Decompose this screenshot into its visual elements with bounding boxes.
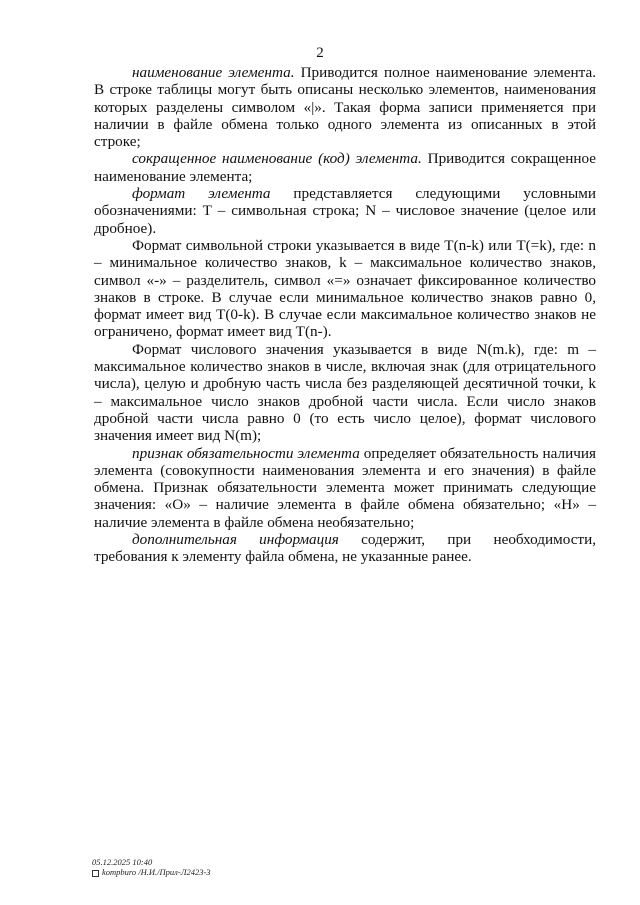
footer-path: kompburo /Н.И./Прил-Л2423-3	[102, 867, 211, 877]
paragraph-text: Приводится сокращенное наименование элемента;	[94, 150, 597, 185]
footer-timestamp: 05.12.2025 10:40	[92, 857, 153, 867]
term: признак обязательности элемента	[132, 444, 360, 462]
term: формат элемента	[132, 185, 271, 203]
paragraph-text: представляется следующими условными обозначениями: Т – символьная строка; N – числовое значение (целое или дробное).	[94, 185, 596, 237]
page-number: 2	[316, 45, 324, 61]
footer	[92, 857, 211, 877]
paragraph-text: определяет обязательность наличия элемента (совокупности наименования элемента и его значения) в файле обмена. Признак обязательности элемента может принимать следующие значения: «О» – наличие элемента в файле обмена обязательно; «Н» – наличие элемента в файле обмена необязательно;	[94, 444, 596, 531]
paragraph	[94, 531, 596, 566]
paragraph	[94, 150, 596, 185]
paragraph	[94, 185, 596, 237]
footer-path-line	[92, 867, 211, 877]
term: наименование элемента.	[132, 64, 295, 81]
paragraph-text: содержит, при необходимости, требования к элементу файла обмена, не указанные ранее.	[94, 531, 596, 566]
paragraph	[94, 445, 596, 531]
paragraph-text: Приводится полное наименование элемента. В строке таблицы могут быть описаны несколько элементов, наименования которых разделены символом «|». Такая форма записи применяется при наличии в файле обмена только одного элемента из описанных в этой строке;	[94, 64, 596, 151]
body-text	[94, 64, 596, 566]
paragraph	[94, 64, 596, 150]
paragraph	[94, 341, 596, 445]
term: сокращенное наименование (код) элемента.	[132, 150, 422, 168]
paragraph	[94, 237, 596, 341]
paragraph-text: Формат числового значения указывается в виде N(m.k), где: m – максимальное количество знаков в числе, включая знак (для отрицательного числа), целую и дробную часть числа без разделяющей десятичной точки, k – максимальное число знаков дробной части числа. Если число знаков дробной части числа равно 0 (то есть число целое), формат числового значения имеет вид N(m);	[94, 340, 596, 445]
paragraph-text: Формат символьной строки указывается в виде T(n-k) или T(=k), где: n – минимальное количество знаков, k – максимальное количество знаков, символ «-» – разделитель, символ «=» означает фиксированное количество знаков в строке. В случае если минимальное количество знаков равно 0, формат имеет вид T(0-k). В случае если максимальное количество знаков не ограничено, формат имеет вид T(n-).	[94, 236, 596, 341]
term: дополнительная информация	[132, 531, 339, 549]
checkbox-icon	[92, 870, 99, 877]
